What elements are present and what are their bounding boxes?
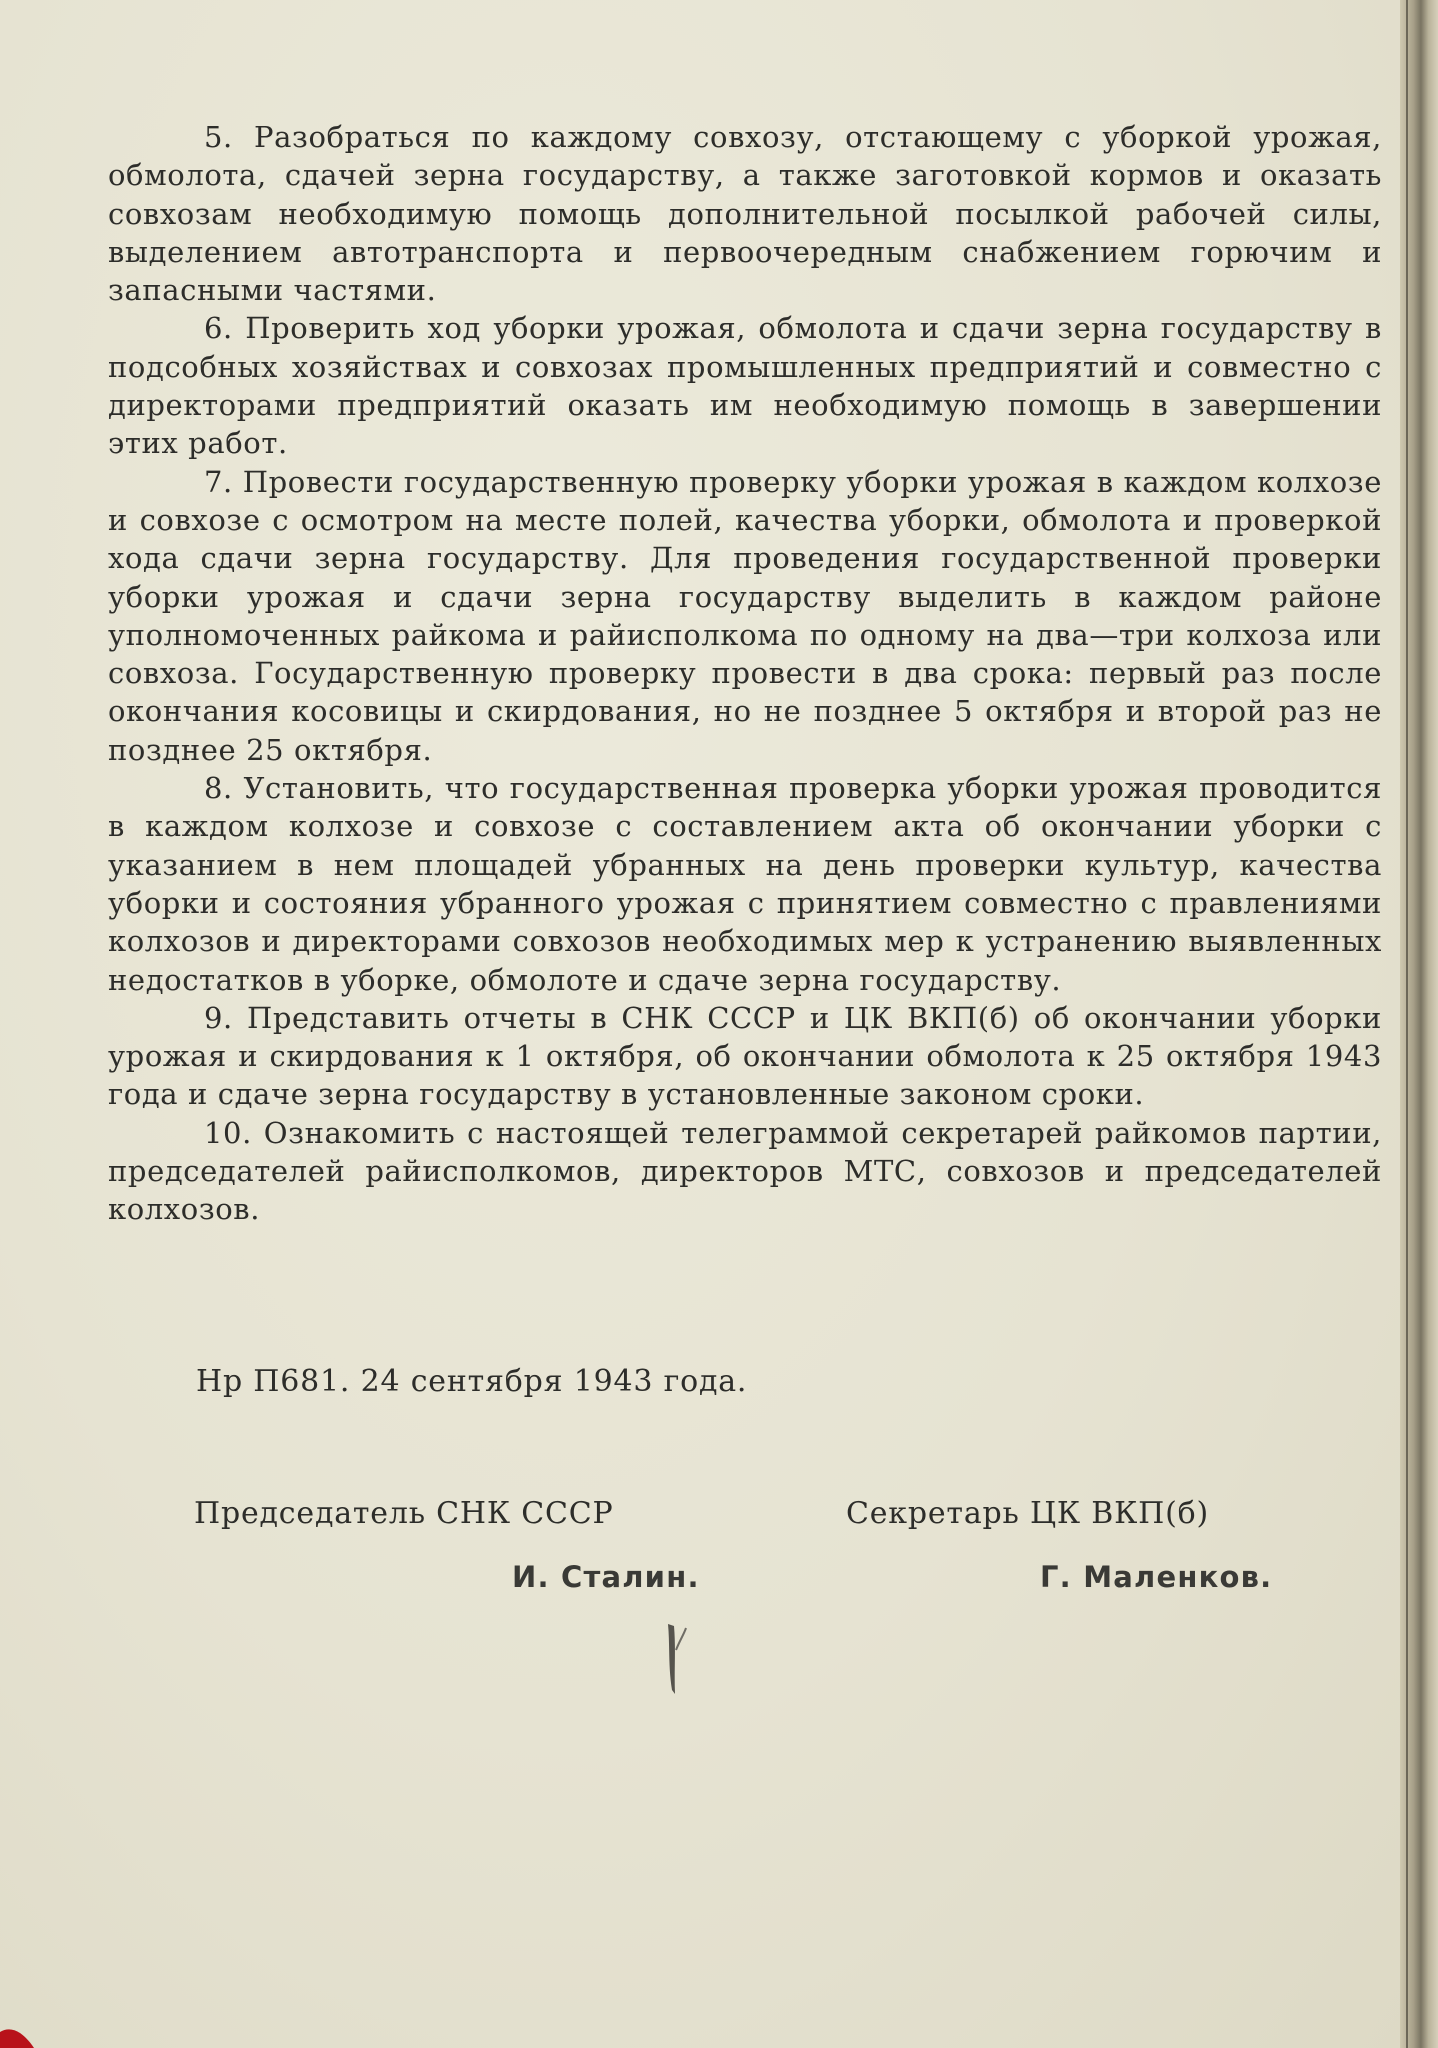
paragraph-10: 10. Ознакомить с настоящей телеграммой секретарей райкомов партии, председателей райисполкомов, директоров МТС, совхозов и председателей колхозов. bbox=[108, 1115, 1382, 1227]
signature-right-name: Г. Маленков. bbox=[1040, 1560, 1273, 1594]
document-reference: Нр П681. 24 сентября 1943 года. bbox=[196, 1364, 748, 1399]
signature-left-title: Председатель СНК СССР bbox=[194, 1496, 614, 1531]
paragraph-8: 8. Установить, что государственная проверка уборки урожая проводится в каждом колхозе и совхозе с составлением акта об окончании уборки с указанием в нем площадей убранных на день проверки культур, качества уборки и состояния убранного урожая с принятием совместно с правлениями колхозов и директорами совхозов необходимых мер к устранению выявленных недостатков в уборке, обмолоте и сдаче зерна государству. bbox=[108, 771, 1382, 997]
paragraph-6: 6. Проверить ход уборки урожая, обмолота и сдачи зерна государству в подсобных хозяйствах и совхозах промышленных предприятий и совместно с директорами предприятий оказать им необходимую помощь в завершении этих работ. bbox=[108, 311, 1382, 461]
paragraph-5: 5. Разобраться по каждому совхозу, отстающему с уборкой урожая, обмолота, сдачей зерна государству, а также заготовкой кормов и оказать совхозам необходимую помощь дополнительной посылкой рабочей силы, выделением автотранспорта и первоочередным снабжением горючим и запасными частями. bbox=[108, 120, 1382, 308]
document-body bbox=[108, 118, 1382, 1229]
paragraph-7: 7. Провести государственную проверку уборки урожая в каждом колхозе и совхозе с осмотром на месте полей, качества уборки, обмолота и проверкой хода сдачи зерна государству. Для проведения государственной проверки уборки урожая и сдачи зерна государству выделить в каждом районе уполномоченных райкома и райисполкома по одному на два—три колхоза или совхоза. Государственную проверку провести в два срока: первый раз после окончания косовицы и скирдования, но не позднее 5 октября и второй раз не позднее 25 октября. bbox=[108, 464, 1382, 767]
pencil-mark bbox=[660, 1620, 690, 1700]
page-edge-line bbox=[1406, 0, 1408, 2048]
red-stain bbox=[0, 2018, 60, 2048]
signature-right-title: Секретарь ЦК ВКП(б) bbox=[846, 1496, 1209, 1531]
paragraph-9: 9. Представить отчеты в СНК СССР и ЦК ВКП(б) об окончании уборки урожая и скирдования к 1 октября, об окончании обмолота к 25 октября 1943 года и сдаче зерна государству в установленные законом сроки. bbox=[108, 1000, 1382, 1112]
signature-left-name: И. Сталин. bbox=[512, 1560, 700, 1594]
